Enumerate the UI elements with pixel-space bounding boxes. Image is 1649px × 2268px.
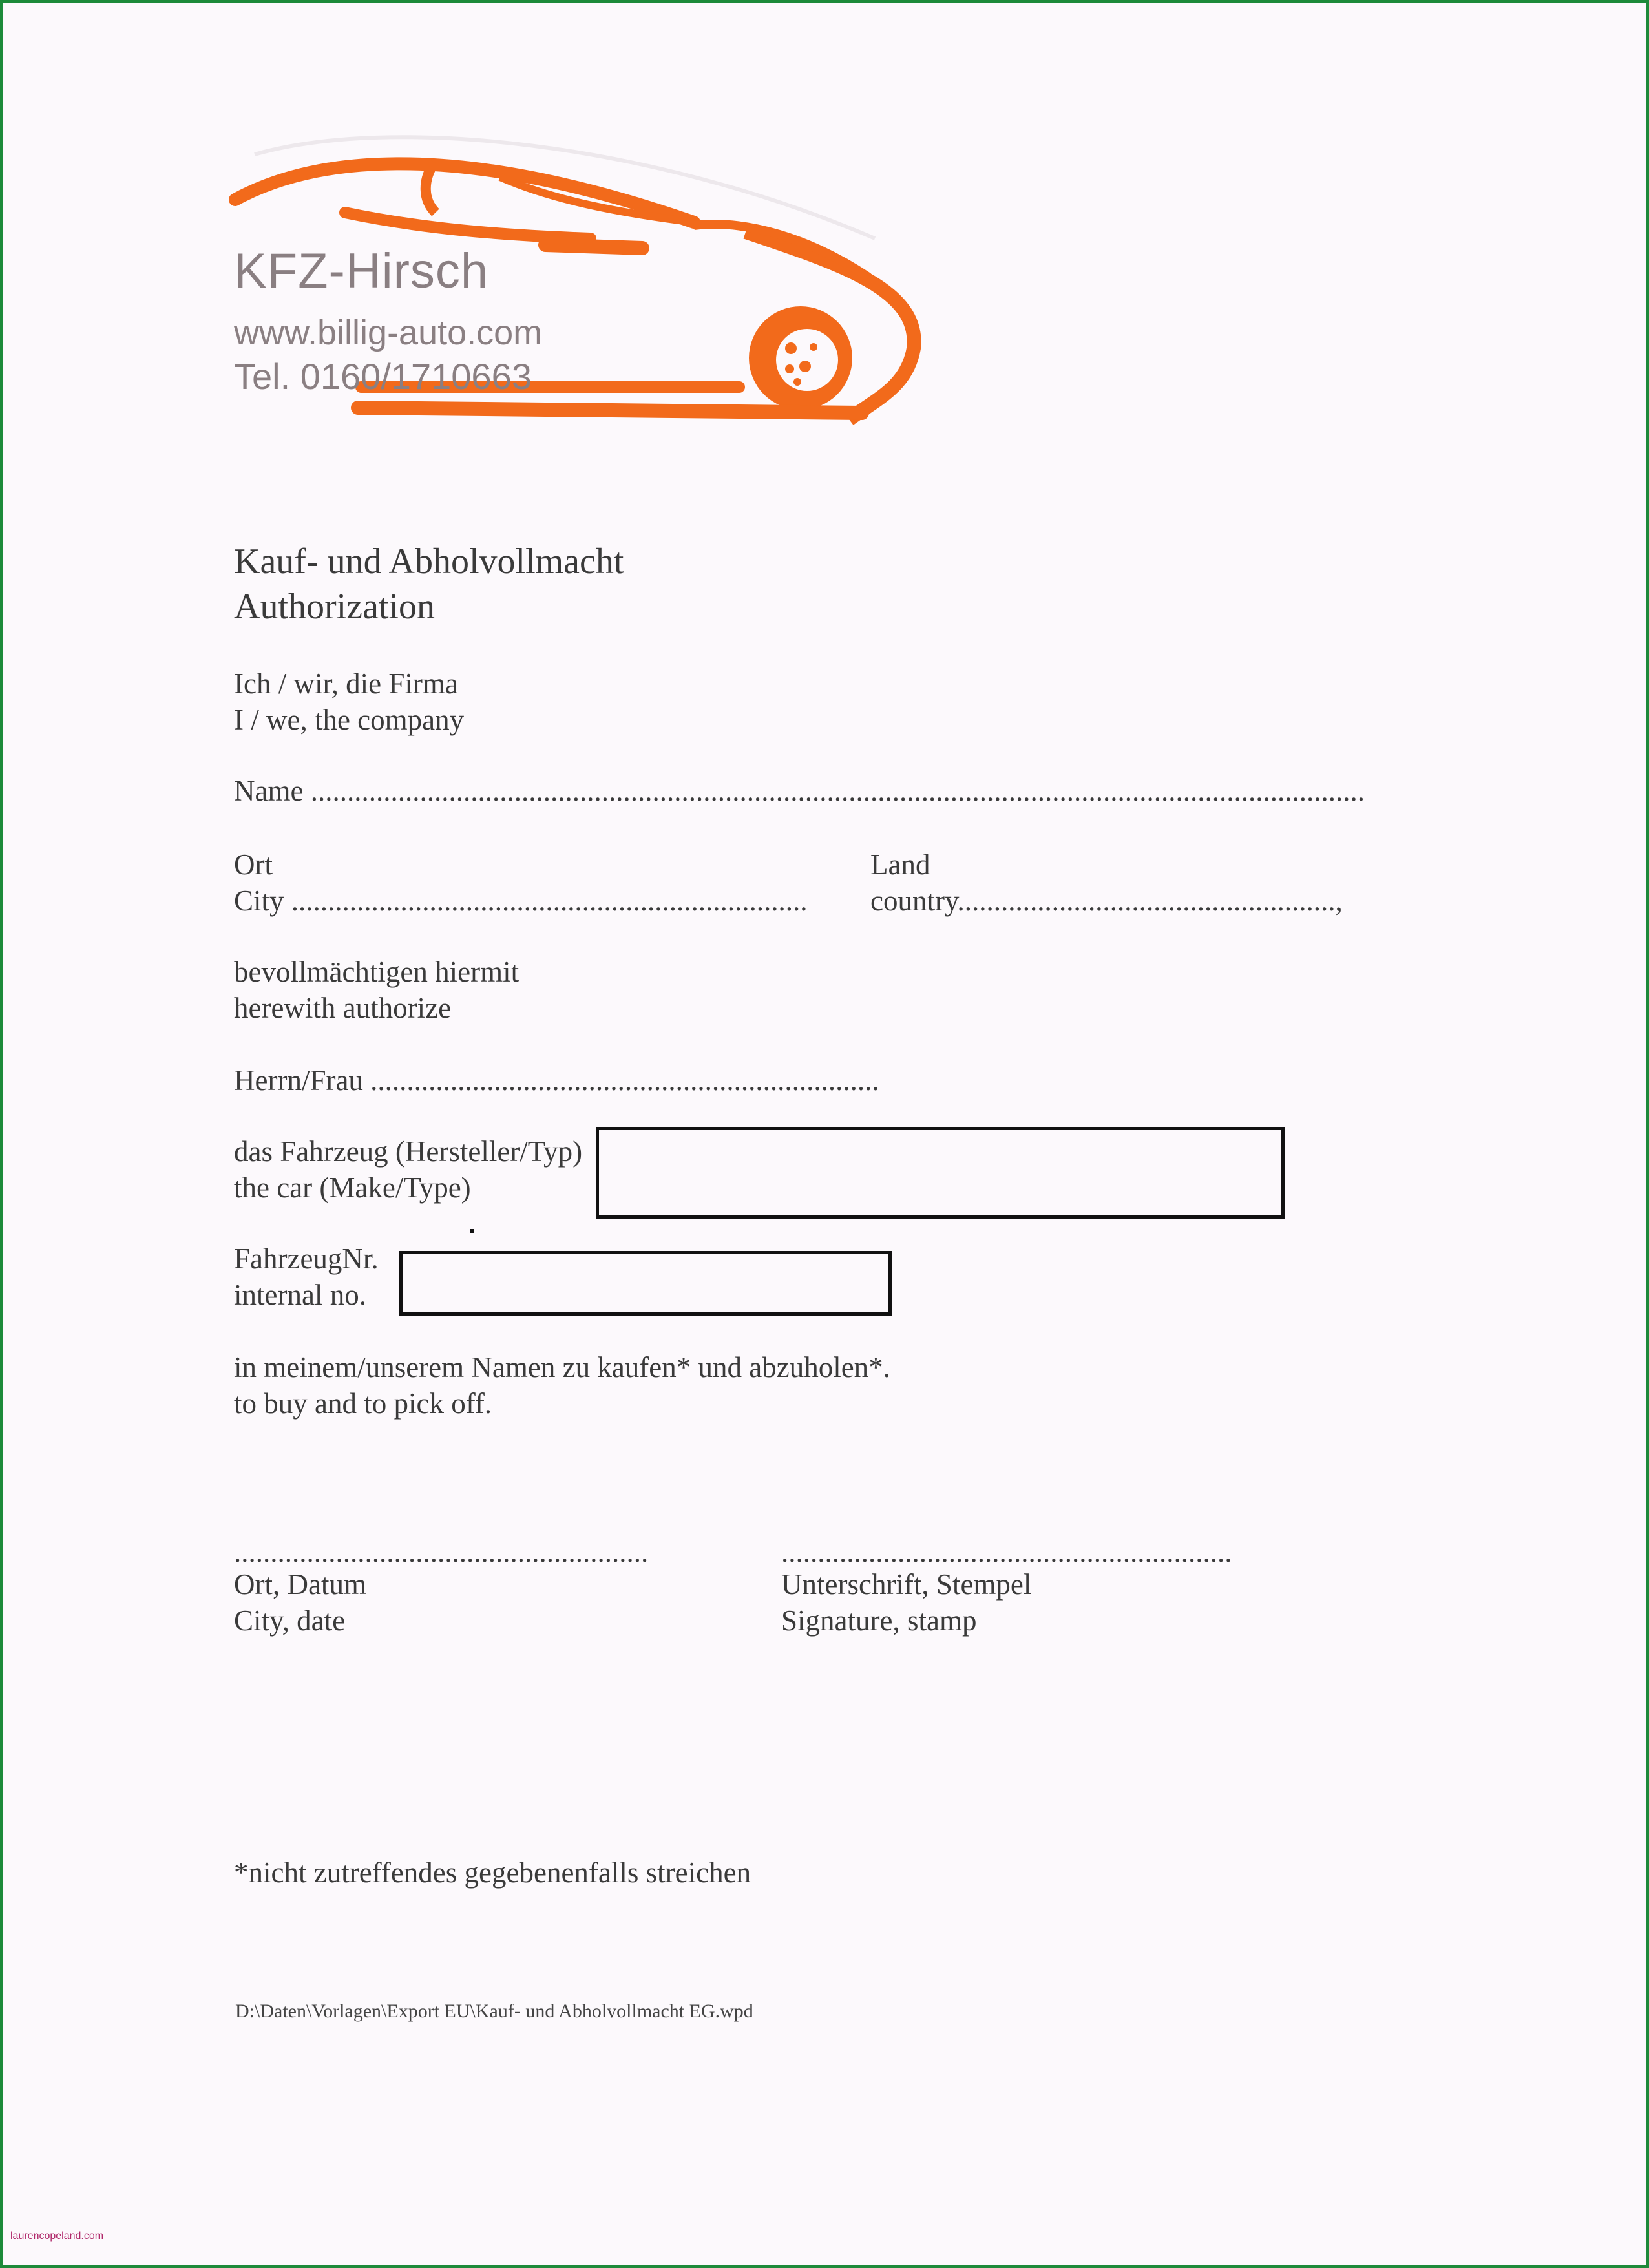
vehicle-make-type-box[interactable] <box>596 1127 1285 1219</box>
person-field-line: Herrn/Frau ...................................................................... <box>234 1064 879 1097</box>
ort-label: Ort <box>234 848 273 881</box>
stray-mark <box>470 1229 474 1233</box>
company-label-de: Ich / wir, die Firma <box>234 667 458 700</box>
place-date-label-en: City, date <box>234 1604 346 1637</box>
doc-title-en: Authorization <box>234 587 436 627</box>
footnote: *nicht zutreffendes gegebenenfalls streichen <box>234 1856 751 1889</box>
vehicle-label-en: the car (Make/Type) <box>234 1171 471 1204</box>
vehicle-label-de: das Fahrzeug (Hersteller/Typ) <box>234 1135 583 1168</box>
land-label: Land <box>870 848 930 881</box>
brand-phone: Tel. 0160/1710663 <box>234 356 532 397</box>
brand-name: KFZ-Hirsch <box>234 244 489 299</box>
country-field-line: country...................................................., <box>870 885 1343 917</box>
signature-label-en: Signature, stamp <box>781 1604 977 1637</box>
signature-label-de: Unterschrift, Stempel <box>781 1568 1032 1601</box>
watermark: laurencopeland.com <box>10 2231 104 2242</box>
company-label-en: I / we, the company <box>234 704 465 736</box>
buy-text-en: to buy and to pick off. <box>234 1387 492 1420</box>
doc-title-de: Kauf- und Abholvollmacht <box>234 541 624 582</box>
signature-right-line: .............................................................. <box>781 1536 1232 1568</box>
file-path: D:\Daten\Vorlagen\Export EU\Kauf- und Abholvollmacht EG.wpd <box>235 2000 753 2022</box>
authorize-label-en: herewith authorize <box>234 992 452 1024</box>
brand-website: www.billig-auto.com <box>234 313 543 352</box>
vehno-label-en: internal no. <box>234 1279 366 1311</box>
buy-text-de: in meinem/unserem Namen zu kaufen* und abzuholen*. <box>234 1351 890 1383</box>
name-field-line: Name ................................................................................................................................................. <box>234 775 1365 807</box>
city-field-line: City ....................................................................... <box>234 885 808 917</box>
signature-left-line: ......................................................... <box>234 1536 649 1568</box>
place-date-label-de: Ort, Datum <box>234 1568 366 1601</box>
vehicle-number-box[interactable] <box>399 1251 892 1316</box>
vehno-label-de: FahrzeugNr. <box>234 1243 379 1275</box>
authorize-label-de: bevollmächtigen hiermit <box>234 956 520 988</box>
